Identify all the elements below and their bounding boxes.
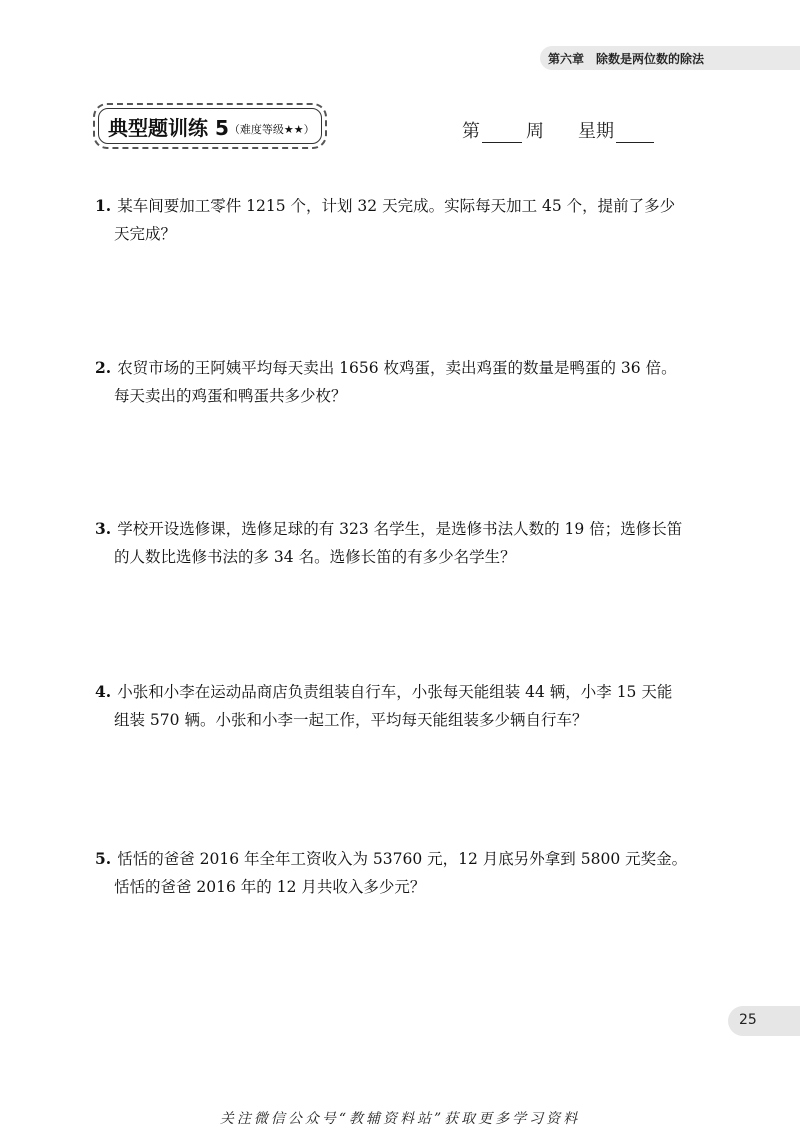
question-text-line: 恬恬的爸爸 2016 年的 12 月共收入多少元？ [114,878,426,896]
question-4 [95,678,715,734]
chapter-title: 第六章 除数是两位数的除法 [548,52,705,66]
question-2 [95,354,715,410]
day-label: 星期 [578,121,614,142]
question-text-line: 小张和小李在运动品商店负责组装自行车，小张每天能组装 44 辆，小李 15 天能 [117,683,673,701]
footer-note: 关注微信公众号“教辅资料站”获取更多学习资料 [219,1111,581,1127]
question-number: 1. [95,196,112,215]
schedule-fill-in [462,117,654,143]
question-number: 5. [95,849,112,868]
week-blank[interactable] [482,124,522,143]
question-text-line: 组装 570 辆。小张和小李一起工作，平均每天能组装多少辆自行车？ [114,711,588,729]
page-number: 25 [739,1012,757,1028]
day-blank[interactable] [616,124,654,143]
exercise-title [108,112,315,141]
question-number: 2. [95,358,112,377]
question-5 [95,845,715,901]
difficulty-label: （难度等级★★） [228,123,315,136]
question-text-line: 每天卖出的鸡蛋和鸭蛋共多少枚？ [114,387,347,405]
question-number: 4. [95,682,112,701]
week-prefix: 第 [462,121,480,142]
question-text-line: 某车间要加工零件 1215 个，计划 32 天完成。实际每天加工 45 个，提前了多少 [117,197,676,215]
question-text-line: 恬恬的爸爸 2016 年全年工资收入为 53760 元，12 月底另外拿到 5800 元奖金。 [117,850,688,868]
question-text-line: 农贸市场的王阿姨平均每天卖出 1656 枚鸡蛋，卖出鸡蛋的数量是鸭蛋的 36 倍。 [117,359,677,377]
question-1 [95,192,715,248]
question-text-line: 的人数比选修书法的多 34 名。选修长笛的有多少名学生？ [114,548,516,566]
question-text-line: 天完成？ [114,225,177,243]
question-number: 3. [95,519,112,538]
question-text-line: 学校开设选修课，选修足球的有 323 名学生，是选修书法人数的 19 倍；选修长笛 [117,520,683,538]
exercise-title-main: 典型题训练 5 [108,116,229,140]
question-3 [95,515,715,571]
week-suffix: 周 [526,121,544,142]
